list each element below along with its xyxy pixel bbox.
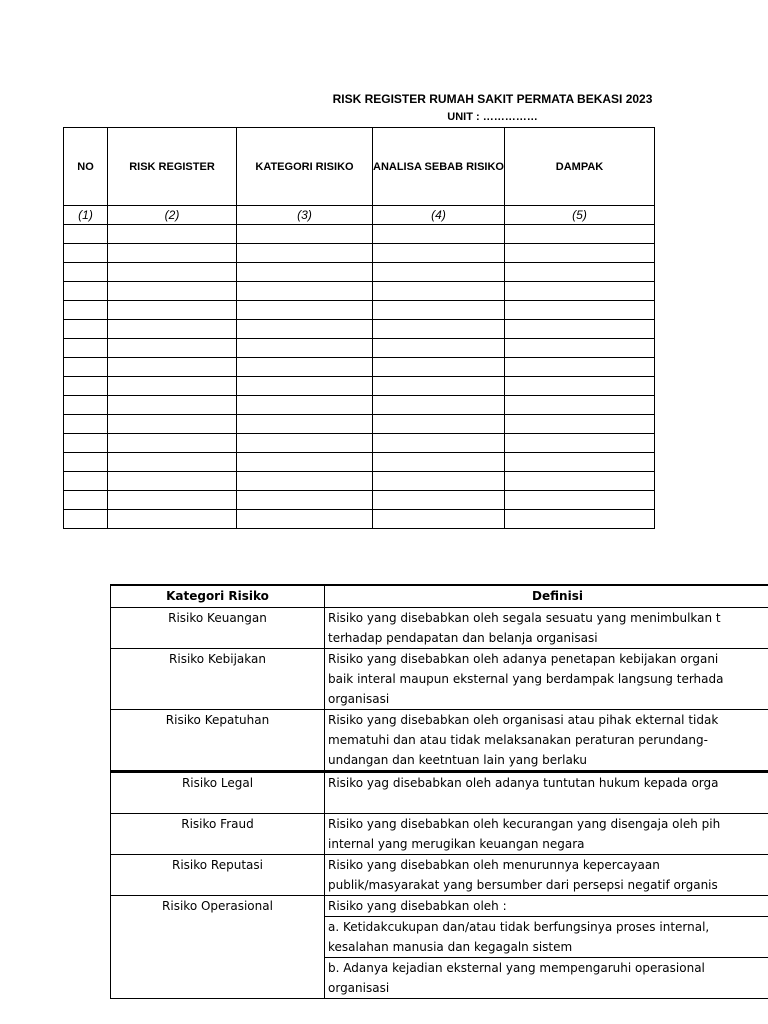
category-cell: Risiko Keuangan bbox=[111, 608, 325, 649]
definition-sub-item bbox=[325, 958, 768, 999]
register-cell[interactable] bbox=[373, 225, 505, 244]
register-row bbox=[64, 396, 655, 415]
register-cell[interactable] bbox=[505, 377, 655, 396]
definition-line: a. Ketidakcukupan dan/atau tidak berfungsinya proses internal, bbox=[328, 920, 710, 934]
definition-cell bbox=[325, 855, 768, 896]
definition-line bbox=[328, 793, 768, 813]
register-cell[interactable] bbox=[237, 358, 373, 377]
definition-line: publik/masyarakat yang bersumber dari persepsi negatif organis bbox=[328, 878, 718, 892]
register-cell[interactable] bbox=[237, 263, 373, 282]
register-cell[interactable] bbox=[64, 396, 108, 415]
register-cell[interactable] bbox=[505, 263, 655, 282]
risk-category-definitions-table bbox=[110, 584, 768, 999]
register-cell[interactable] bbox=[108, 472, 237, 491]
category-cell: Risiko Kebijakan bbox=[111, 649, 325, 710]
register-cell[interactable] bbox=[64, 301, 108, 320]
register-cell[interactable] bbox=[64, 244, 108, 263]
register-row bbox=[64, 301, 655, 320]
register-row bbox=[64, 510, 655, 529]
register-cell[interactable] bbox=[108, 491, 237, 510]
definition-row-operasional bbox=[111, 896, 768, 917]
definition-line: mematuhi dan atau tidak melaksanakan peraturan perundang- bbox=[328, 733, 708, 747]
register-cell[interactable] bbox=[505, 510, 655, 529]
risk-register-table bbox=[63, 127, 655, 529]
definition-sub-item bbox=[325, 917, 768, 958]
register-cell[interactable] bbox=[237, 491, 373, 510]
register-cell[interactable] bbox=[64, 377, 108, 396]
register-cell[interactable] bbox=[237, 396, 373, 415]
register-cell[interactable] bbox=[373, 282, 505, 301]
register-cell[interactable] bbox=[237, 453, 373, 472]
definition-line: terhadap pendapatan dan belanja organisasi bbox=[328, 631, 598, 645]
category-cell: Risiko Kepatuhan bbox=[111, 710, 325, 772]
register-cell[interactable] bbox=[505, 225, 655, 244]
register-cell[interactable] bbox=[108, 434, 237, 453]
register-cell[interactable] bbox=[505, 358, 655, 377]
register-cell[interactable] bbox=[64, 225, 108, 244]
definition-line: Risiko yang disebabkan oleh organisasi atau pihak ekternal tidak bbox=[328, 713, 719, 727]
register-cell[interactable] bbox=[505, 491, 655, 510]
register-cell[interactable] bbox=[505, 301, 655, 320]
register-cell[interactable] bbox=[373, 377, 505, 396]
register-cell[interactable] bbox=[237, 339, 373, 358]
register-cell[interactable] bbox=[108, 320, 237, 339]
definition-line: Risiko yang disebabkan oleh menurunnya kepercayaan bbox=[328, 858, 660, 872]
definition-line: kesalahan manusia dan kegagaln sistem bbox=[328, 940, 573, 954]
category-cell: Risiko Reputasi bbox=[111, 855, 325, 896]
definitions-header-definition: Definisi bbox=[325, 585, 768, 608]
register-cell[interactable] bbox=[237, 320, 373, 339]
register-row bbox=[64, 225, 655, 244]
register-cell[interactable] bbox=[505, 472, 655, 491]
register-cell[interactable] bbox=[108, 301, 237, 320]
register-cell[interactable] bbox=[108, 282, 237, 301]
register-cell[interactable] bbox=[108, 453, 237, 472]
definition-row-reputasi bbox=[111, 855, 768, 896]
definition-line: Risiko yang disebabkan oleh adanya penetapan kebijakan organi bbox=[328, 652, 719, 666]
definition-cell bbox=[325, 896, 768, 917]
register-row bbox=[64, 415, 655, 434]
register-cell[interactable] bbox=[373, 320, 505, 339]
register-row bbox=[64, 491, 655, 510]
document-title: RISK REGISTER RUMAH SAKIT PERMATA BEKASI 2023 bbox=[332, 92, 653, 106]
column-number: (4) bbox=[373, 206, 505, 225]
definition-cell bbox=[325, 649, 768, 710]
register-cell[interactable] bbox=[64, 434, 108, 453]
register-row bbox=[64, 434, 655, 453]
register-cell[interactable] bbox=[373, 453, 505, 472]
column-number: (1) bbox=[64, 206, 108, 225]
register-cell[interactable] bbox=[64, 472, 108, 491]
register-cell[interactable] bbox=[237, 434, 373, 453]
register-cell[interactable] bbox=[373, 510, 505, 529]
register-cell[interactable] bbox=[64, 358, 108, 377]
definition-line: undangan dan keetntuan lain yang berlaku bbox=[328, 753, 587, 767]
register-cell[interactable] bbox=[505, 339, 655, 358]
register-cell[interactable] bbox=[237, 244, 373, 263]
register-cell[interactable] bbox=[64, 263, 108, 282]
register-cell[interactable] bbox=[237, 510, 373, 529]
register-cell[interactable] bbox=[373, 244, 505, 263]
column-header-no: NO bbox=[64, 128, 108, 206]
register-cell[interactable] bbox=[373, 358, 505, 377]
definition-line: internal yang merugikan keuangan negara bbox=[328, 837, 585, 851]
column-number: (3) bbox=[237, 206, 373, 225]
register-cell[interactable] bbox=[373, 263, 505, 282]
register-cell[interactable] bbox=[237, 225, 373, 244]
definition-cell bbox=[325, 814, 768, 855]
register-cell[interactable] bbox=[505, 434, 655, 453]
register-cell[interactable] bbox=[505, 244, 655, 263]
category-cell: Risiko Legal bbox=[111, 772, 325, 814]
register-row bbox=[64, 339, 655, 358]
register-row bbox=[64, 472, 655, 491]
register-cell[interactable] bbox=[505, 396, 655, 415]
definition-line: organisasi bbox=[328, 692, 390, 706]
register-cell[interactable] bbox=[373, 434, 505, 453]
definition-line: Risiko yang disebabkan oleh : bbox=[328, 899, 507, 913]
register-row bbox=[64, 377, 655, 396]
register-cell[interactable] bbox=[108, 225, 237, 244]
definition-row-fraud bbox=[111, 814, 768, 855]
register-cell[interactable] bbox=[108, 358, 237, 377]
column-header-dampak: DAMPAK bbox=[505, 128, 655, 206]
definition-row-keuangan bbox=[111, 608, 768, 649]
column-number-row bbox=[64, 206, 655, 225]
register-cell[interactable] bbox=[64, 510, 108, 529]
column-number: (2) bbox=[108, 206, 237, 225]
column-header-kategori-risiko: KATEGORI RISIKO bbox=[237, 128, 373, 206]
definition-row-kepatuhan bbox=[111, 710, 768, 772]
definition-cell bbox=[325, 608, 768, 649]
register-cell[interactable] bbox=[373, 339, 505, 358]
register-cell[interactable] bbox=[64, 415, 108, 434]
register-cell[interactable] bbox=[237, 415, 373, 434]
register-cell[interactable] bbox=[505, 320, 655, 339]
column-header-risk-register: RISK REGISTER bbox=[108, 128, 237, 206]
definition-line: Risiko yag disebabkan oleh adanya tuntutan hukum kepada orga bbox=[328, 776, 719, 790]
register-cell[interactable] bbox=[64, 282, 108, 301]
register-cell[interactable] bbox=[64, 320, 108, 339]
definition-line: b. Adanya kejadian eksternal yang mempengaruhi operasional bbox=[328, 961, 705, 975]
register-cell[interactable] bbox=[505, 415, 655, 434]
definition-line: organisasi bbox=[328, 981, 390, 995]
register-row bbox=[64, 320, 655, 339]
register-row bbox=[64, 358, 655, 377]
definition-row-kebijakan bbox=[111, 649, 768, 710]
register-cell[interactable] bbox=[64, 339, 108, 358]
register-cell[interactable] bbox=[108, 377, 237, 396]
register-row bbox=[64, 244, 655, 263]
register-cell[interactable] bbox=[373, 472, 505, 491]
category-cell: Risiko Fraud bbox=[111, 814, 325, 855]
register-cell[interactable] bbox=[64, 453, 108, 472]
register-cell[interactable] bbox=[505, 282, 655, 301]
category-cell: Risiko Operasional bbox=[111, 896, 325, 999]
register-cell[interactable] bbox=[64, 491, 108, 510]
definitions-header-category: Kategori Risiko bbox=[111, 585, 325, 608]
register-cell[interactable] bbox=[237, 301, 373, 320]
register-row bbox=[64, 263, 655, 282]
definition-cell bbox=[325, 710, 768, 772]
column-number: (5) bbox=[505, 206, 655, 225]
register-cell[interactable] bbox=[373, 301, 505, 320]
register-cell[interactable] bbox=[237, 282, 373, 301]
definition-line: baik interal maupun eksternal yang berdampak langsung terhada bbox=[328, 672, 724, 686]
register-cell[interactable] bbox=[108, 339, 237, 358]
column-header-analisa-sebab-risiko: ANALISA SEBAB RISIKO bbox=[373, 128, 505, 206]
register-cell[interactable] bbox=[237, 472, 373, 491]
register-cell[interactable] bbox=[373, 396, 505, 415]
unit-line: UNIT : …………… bbox=[447, 111, 538, 123]
register-cell[interactable] bbox=[373, 415, 505, 434]
definition-cell bbox=[325, 772, 768, 814]
register-cell[interactable] bbox=[108, 510, 237, 529]
register-cell[interactable] bbox=[108, 415, 237, 434]
definition-line: Risiko yang disebabkan oleh segala sesuatu yang menimbulkan t bbox=[328, 611, 721, 625]
register-cell[interactable] bbox=[237, 377, 373, 396]
register-cell[interactable] bbox=[373, 491, 505, 510]
register-cell[interactable] bbox=[108, 244, 237, 263]
register-cell[interactable] bbox=[505, 453, 655, 472]
definition-row-legal bbox=[111, 772, 768, 814]
register-row bbox=[64, 453, 655, 472]
register-cell[interactable] bbox=[108, 396, 237, 415]
definition-line: Risiko yang disebabkan oleh kecurangan yang disengaja oleh pih bbox=[328, 817, 721, 831]
register-cell[interactable] bbox=[108, 263, 237, 282]
register-row bbox=[64, 282, 655, 301]
